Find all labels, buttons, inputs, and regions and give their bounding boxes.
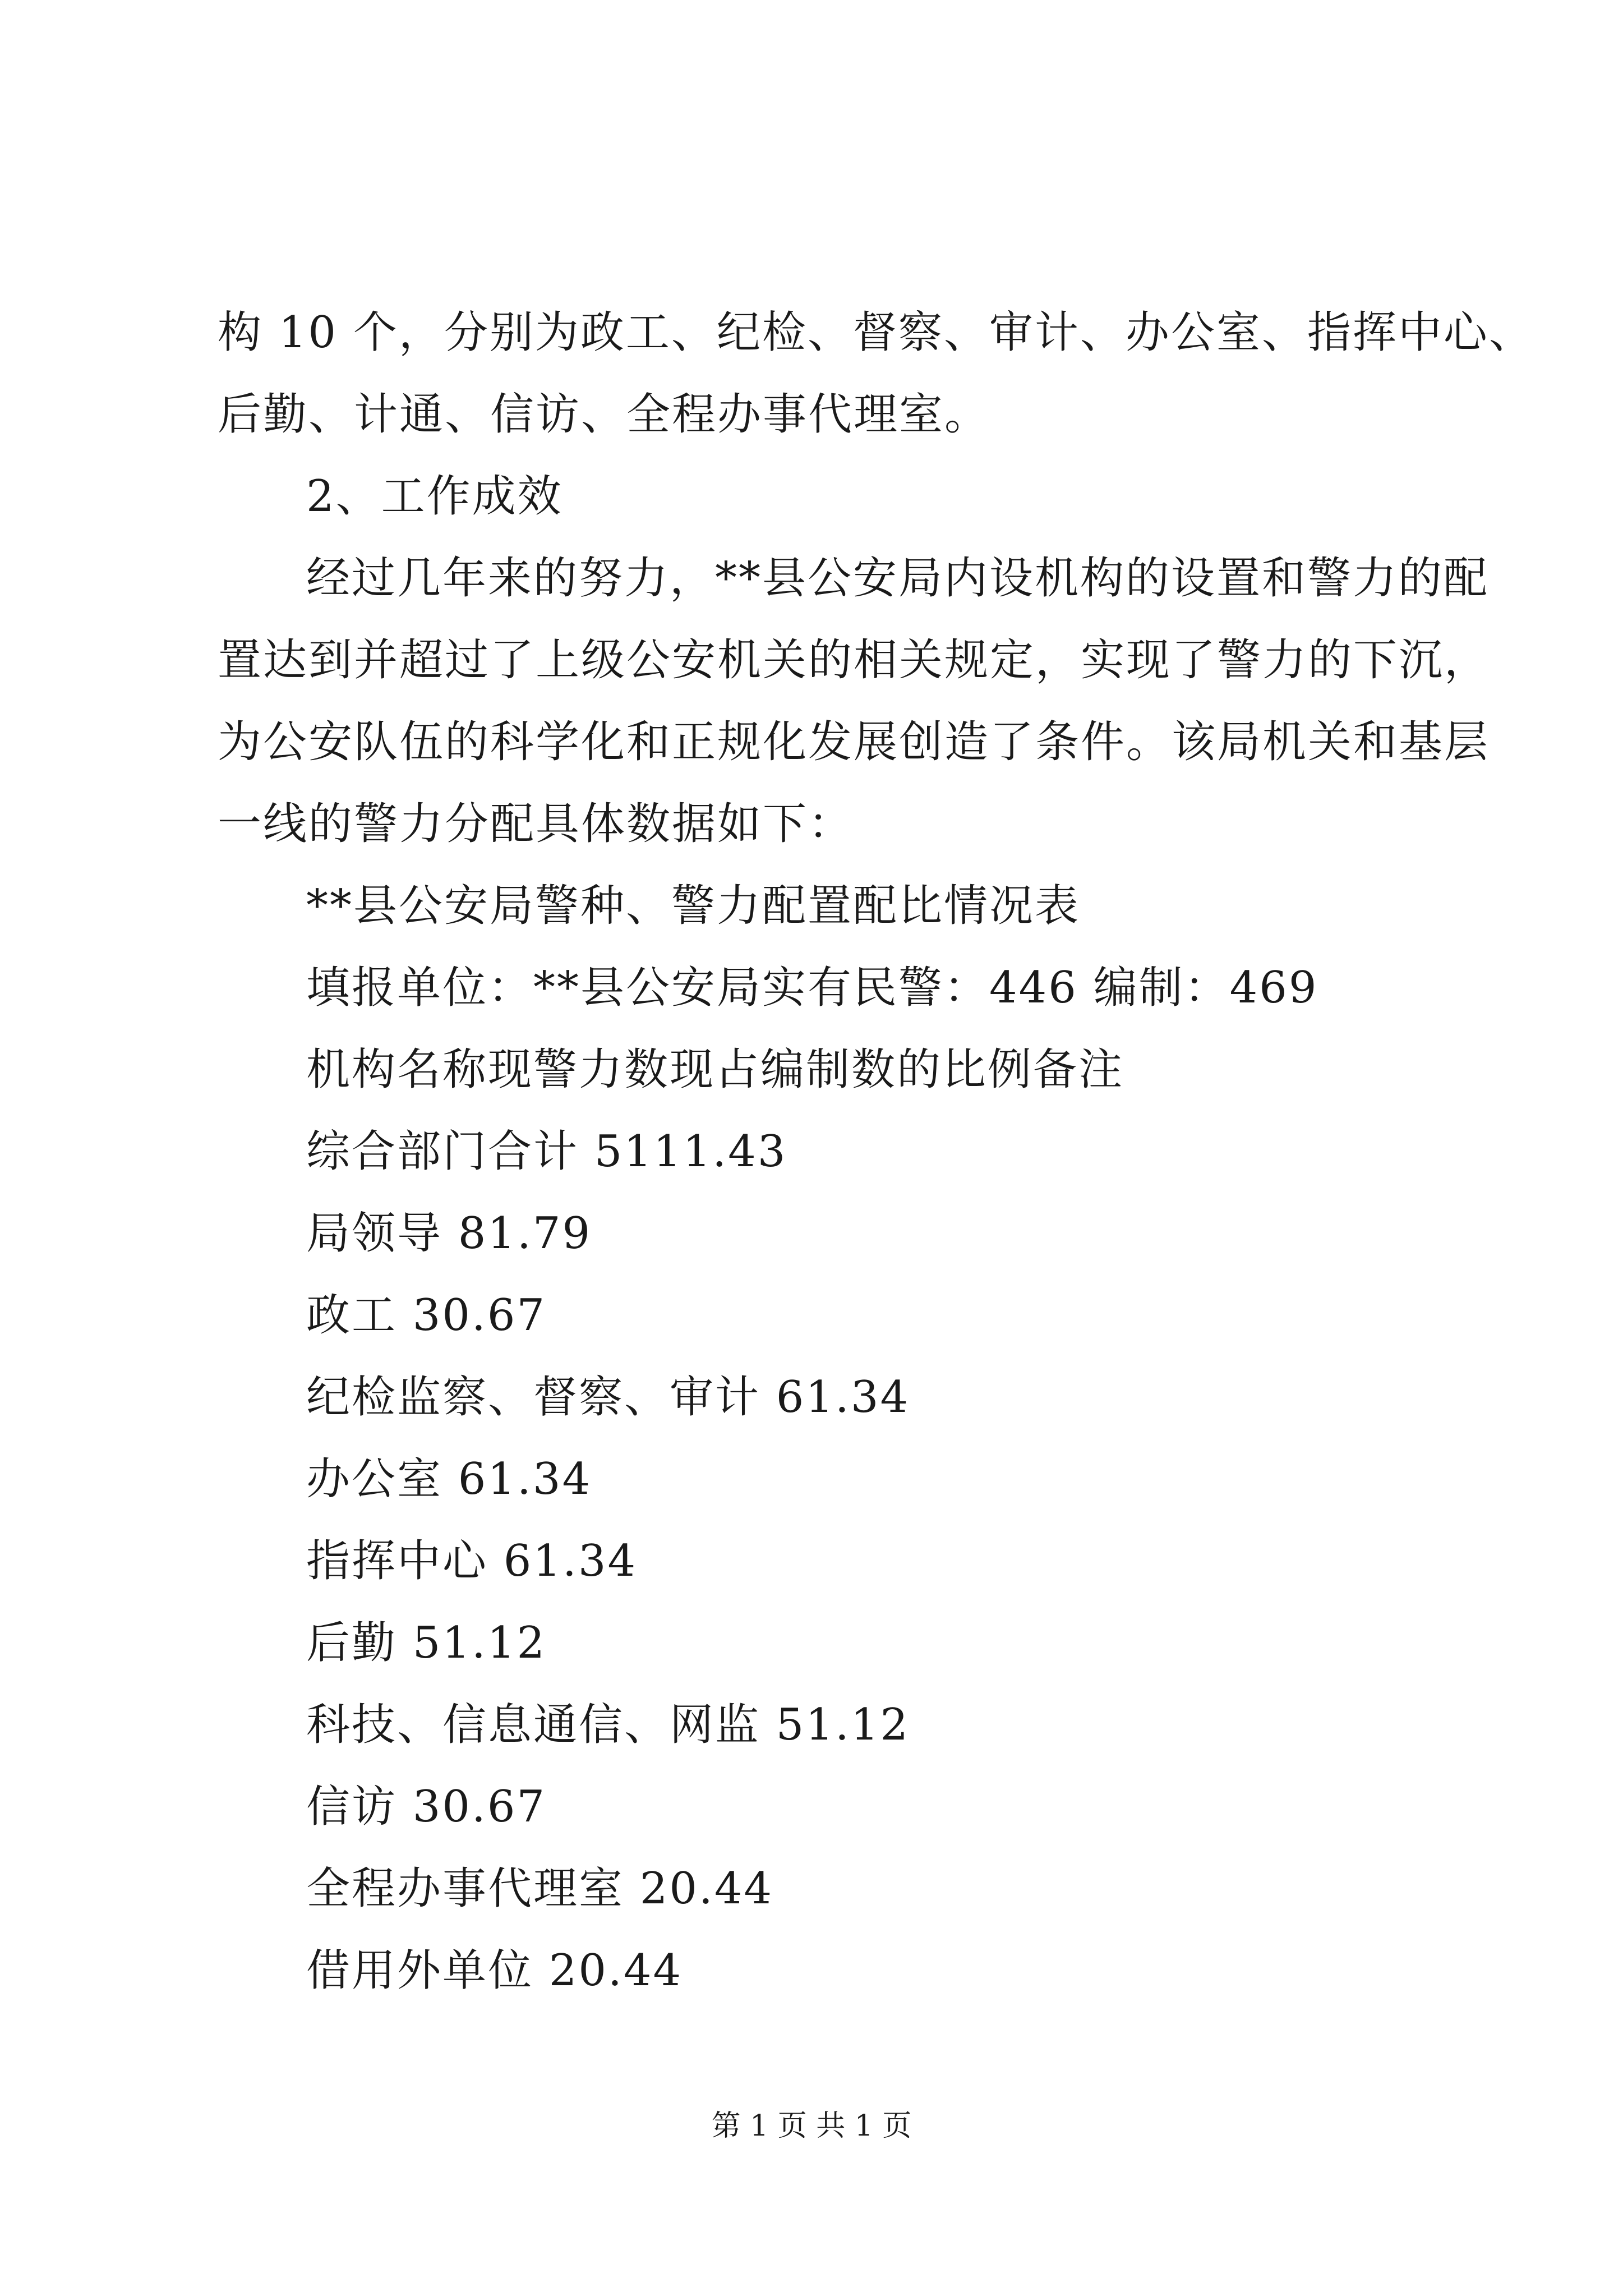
paragraph-line-results-3: 为公安队伍的科学化和正规化发展创造了条件。该局机关和基层 — [218, 717, 1490, 767]
paragraph-line-results-1: 经过几年来的努力，**县公安局内设机构的设置和警力的配 — [306, 553, 1490, 604]
table-header-row: 机构名称现警力数现占编制数的比例备注 — [306, 1045, 1124, 1095]
paragraph-line-results-4: 一线的警力分配具体数据如下： — [218, 799, 854, 849]
table-row: 全程办事代理室 20.44 — [306, 1864, 774, 1914]
section-heading-work-results: 2、工作成效 — [306, 471, 563, 522]
table-row: 政工 30.67 — [306, 1290, 547, 1341]
table-row: 后勤 51.12 — [306, 1618, 547, 1668]
paragraph-line-continuation-institutions-end: 后勤、计通、信访、全程办事代理室。 — [218, 389, 990, 440]
page-number-footer: 第 1 页 共 1 页 — [711, 2109, 912, 2143]
table-row: 局领导 81.79 — [306, 1208, 592, 1259]
table-row: 综合部门合计 5111.43 — [306, 1126, 787, 1177]
table-row: 指挥中心 61.34 — [306, 1536, 638, 1586]
table-row: 科技、信息通信、网监 51.12 — [306, 1700, 910, 1750]
table-title: **县公安局警种、警力配置配比情况表 — [306, 881, 1081, 931]
paragraph-line-continuation-institutions: 构 10 个，分别为政工、纪检、督察、审计、办公室、指挥中心、 — [218, 307, 1534, 358]
table-row: 借用外单位 20.44 — [306, 1945, 683, 1996]
table-reporting-unit: 填报单位：**县公安局实有民警：446 编制：469 — [306, 963, 1318, 1013]
document-body — [218, 292, 1534, 2012]
table-row: 信访 30.67 — [306, 1782, 547, 1832]
table-row: 办公室 61.34 — [306, 1454, 592, 1504]
paragraph-line-results-2: 置达到并超过了上级公安机关的相关规定，实现了警力的下沉， — [218, 635, 1490, 685]
table-row: 纪检监察、督察、审计 61.34 — [306, 1372, 910, 1423]
